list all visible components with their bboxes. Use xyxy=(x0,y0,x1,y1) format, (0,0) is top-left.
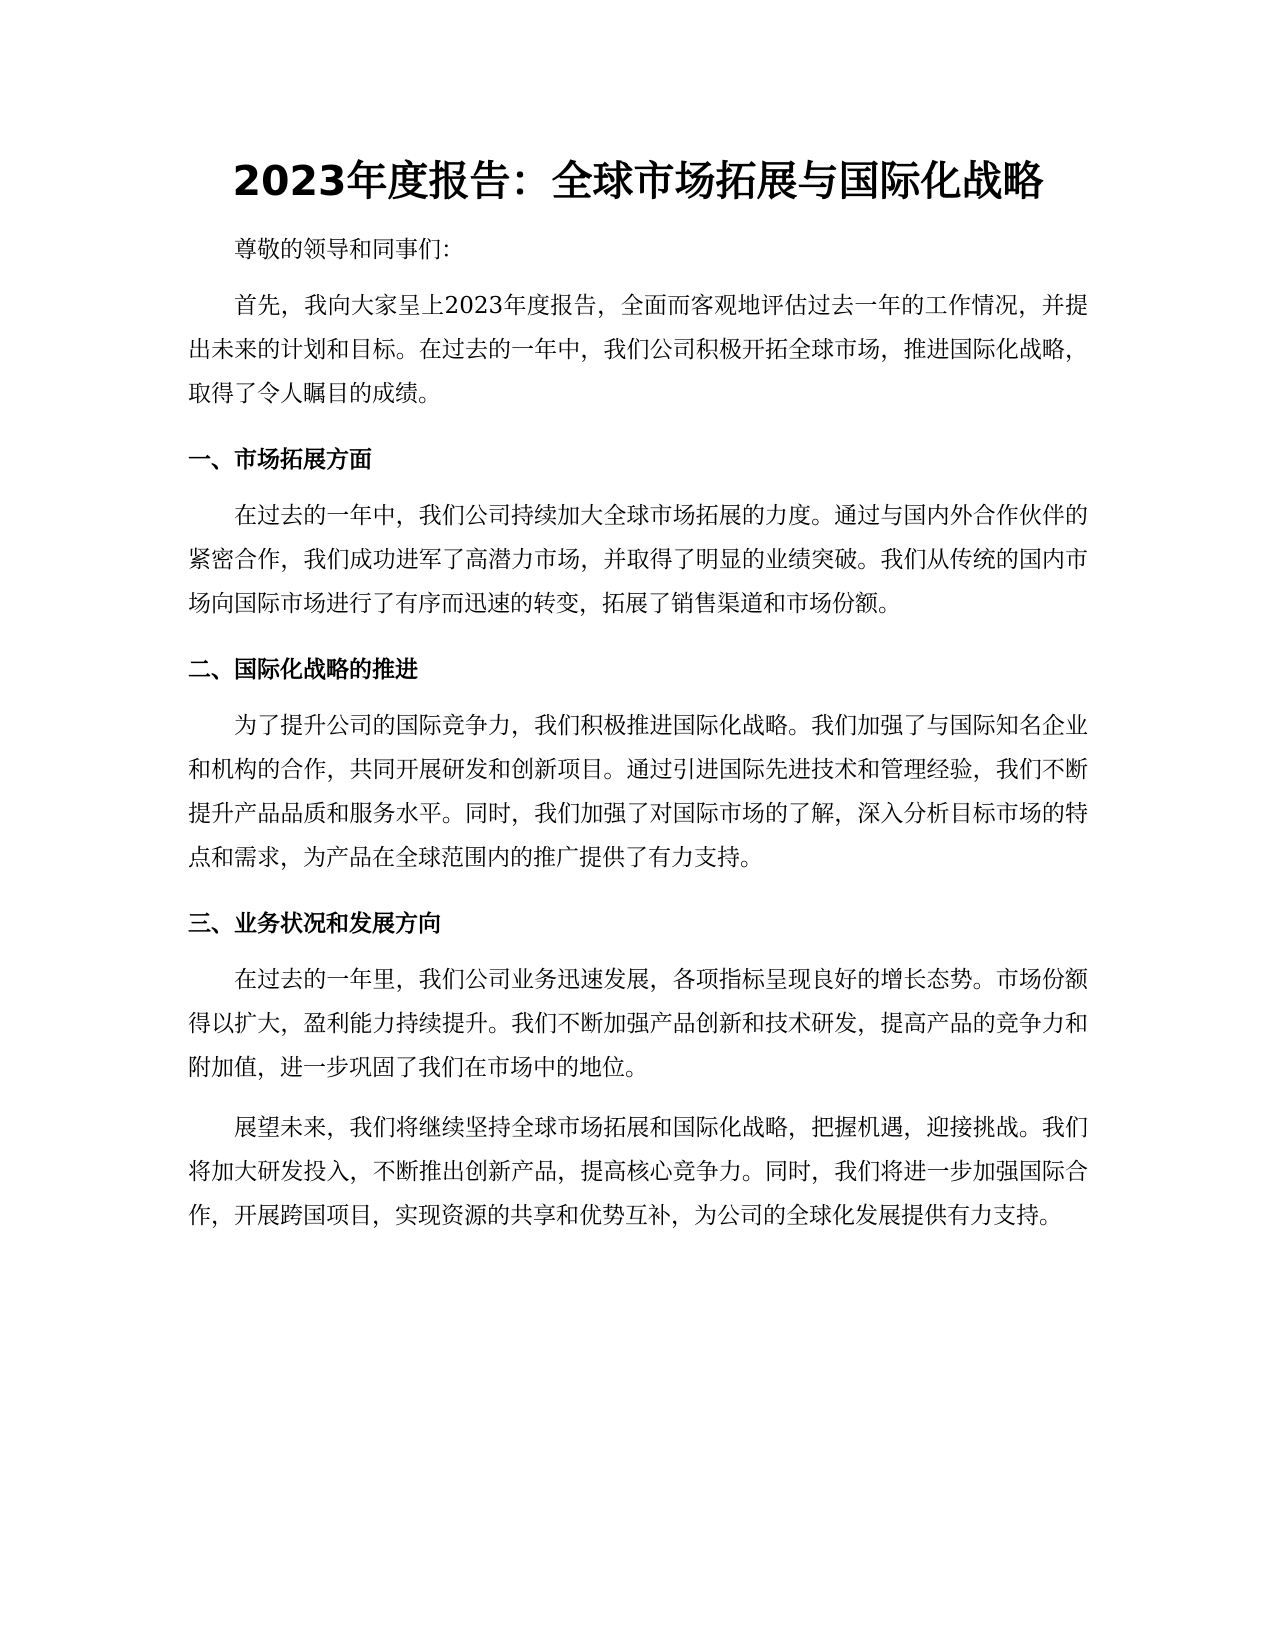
section-heading-internationalization: 二、国际化战略的推进 xyxy=(188,657,418,683)
intro-paragraph: 首先，我向大家呈上2023年度报告，全面而客观地评估过去一年的工作情况，并提出未来的计划和目标。在过去的一年中，我们公司积极开拓全球市场，推进国际化战略，取得了令人瞩目的成绩。 xyxy=(188,293,1088,407)
outlook-paragraph: 展望未来，我们将继续坚持全球市场拓展和国际化战略，把握机遇，迎接挑战。我们将加大研发投入，不断推出创新产品，提高核心竞争力。同时，我们将进一步加强国际合作，开展跨国项目，实现资源的共享和优势互补，为公司的全球化发展提供有力支持。 xyxy=(188,1115,1088,1229)
document-title: 2023年度报告：全球市场拓展与国际化战略 xyxy=(232,157,1044,205)
salutation: 尊敬的领导和同事们： xyxy=(234,237,464,263)
section-paragraph: 在过去的一年中，我们公司持续加大全球市场拓展的力度。通过与国内外合作伙伴的紧密合作，我们成功进军了高潜力市场，并取得了明显的业绩突破。我们从传统的国内市场向国际市场进行了有序而迅速的转变，拓展了销售渠道和市场份额。 xyxy=(188,503,1088,617)
document-body xyxy=(188,150,1088,1238)
section-paragraph: 在过去的一年里，我们公司业务迅速发展，各项指标呈现良好的增长态势。市场份额得以扩大，盈利能力持续提升。我们不断加强产品创新和技术研发，提高产品的竞争力和附加值，进一步巩固了我们在市场中的地位。 xyxy=(188,967,1088,1081)
section-heading-business-status: 三、业务状况和发展方向 xyxy=(188,911,441,937)
section-heading-market-expansion: 一、市场拓展方面 xyxy=(188,447,372,473)
section-paragraph: 为了提升公司的国际竞争力，我们积极推进国际化战略。我们加强了与国际知名企业和机构的合作，共同开展研发和创新项目。通过引进国际先进技术和管理经验，我们不断提升产品品质和服务水平。同时，我们加强了对国际市场的了解，深入分析目标市场的特点和需求，为产品在全球范围内的推广提供了有力支持。 xyxy=(188,713,1088,871)
